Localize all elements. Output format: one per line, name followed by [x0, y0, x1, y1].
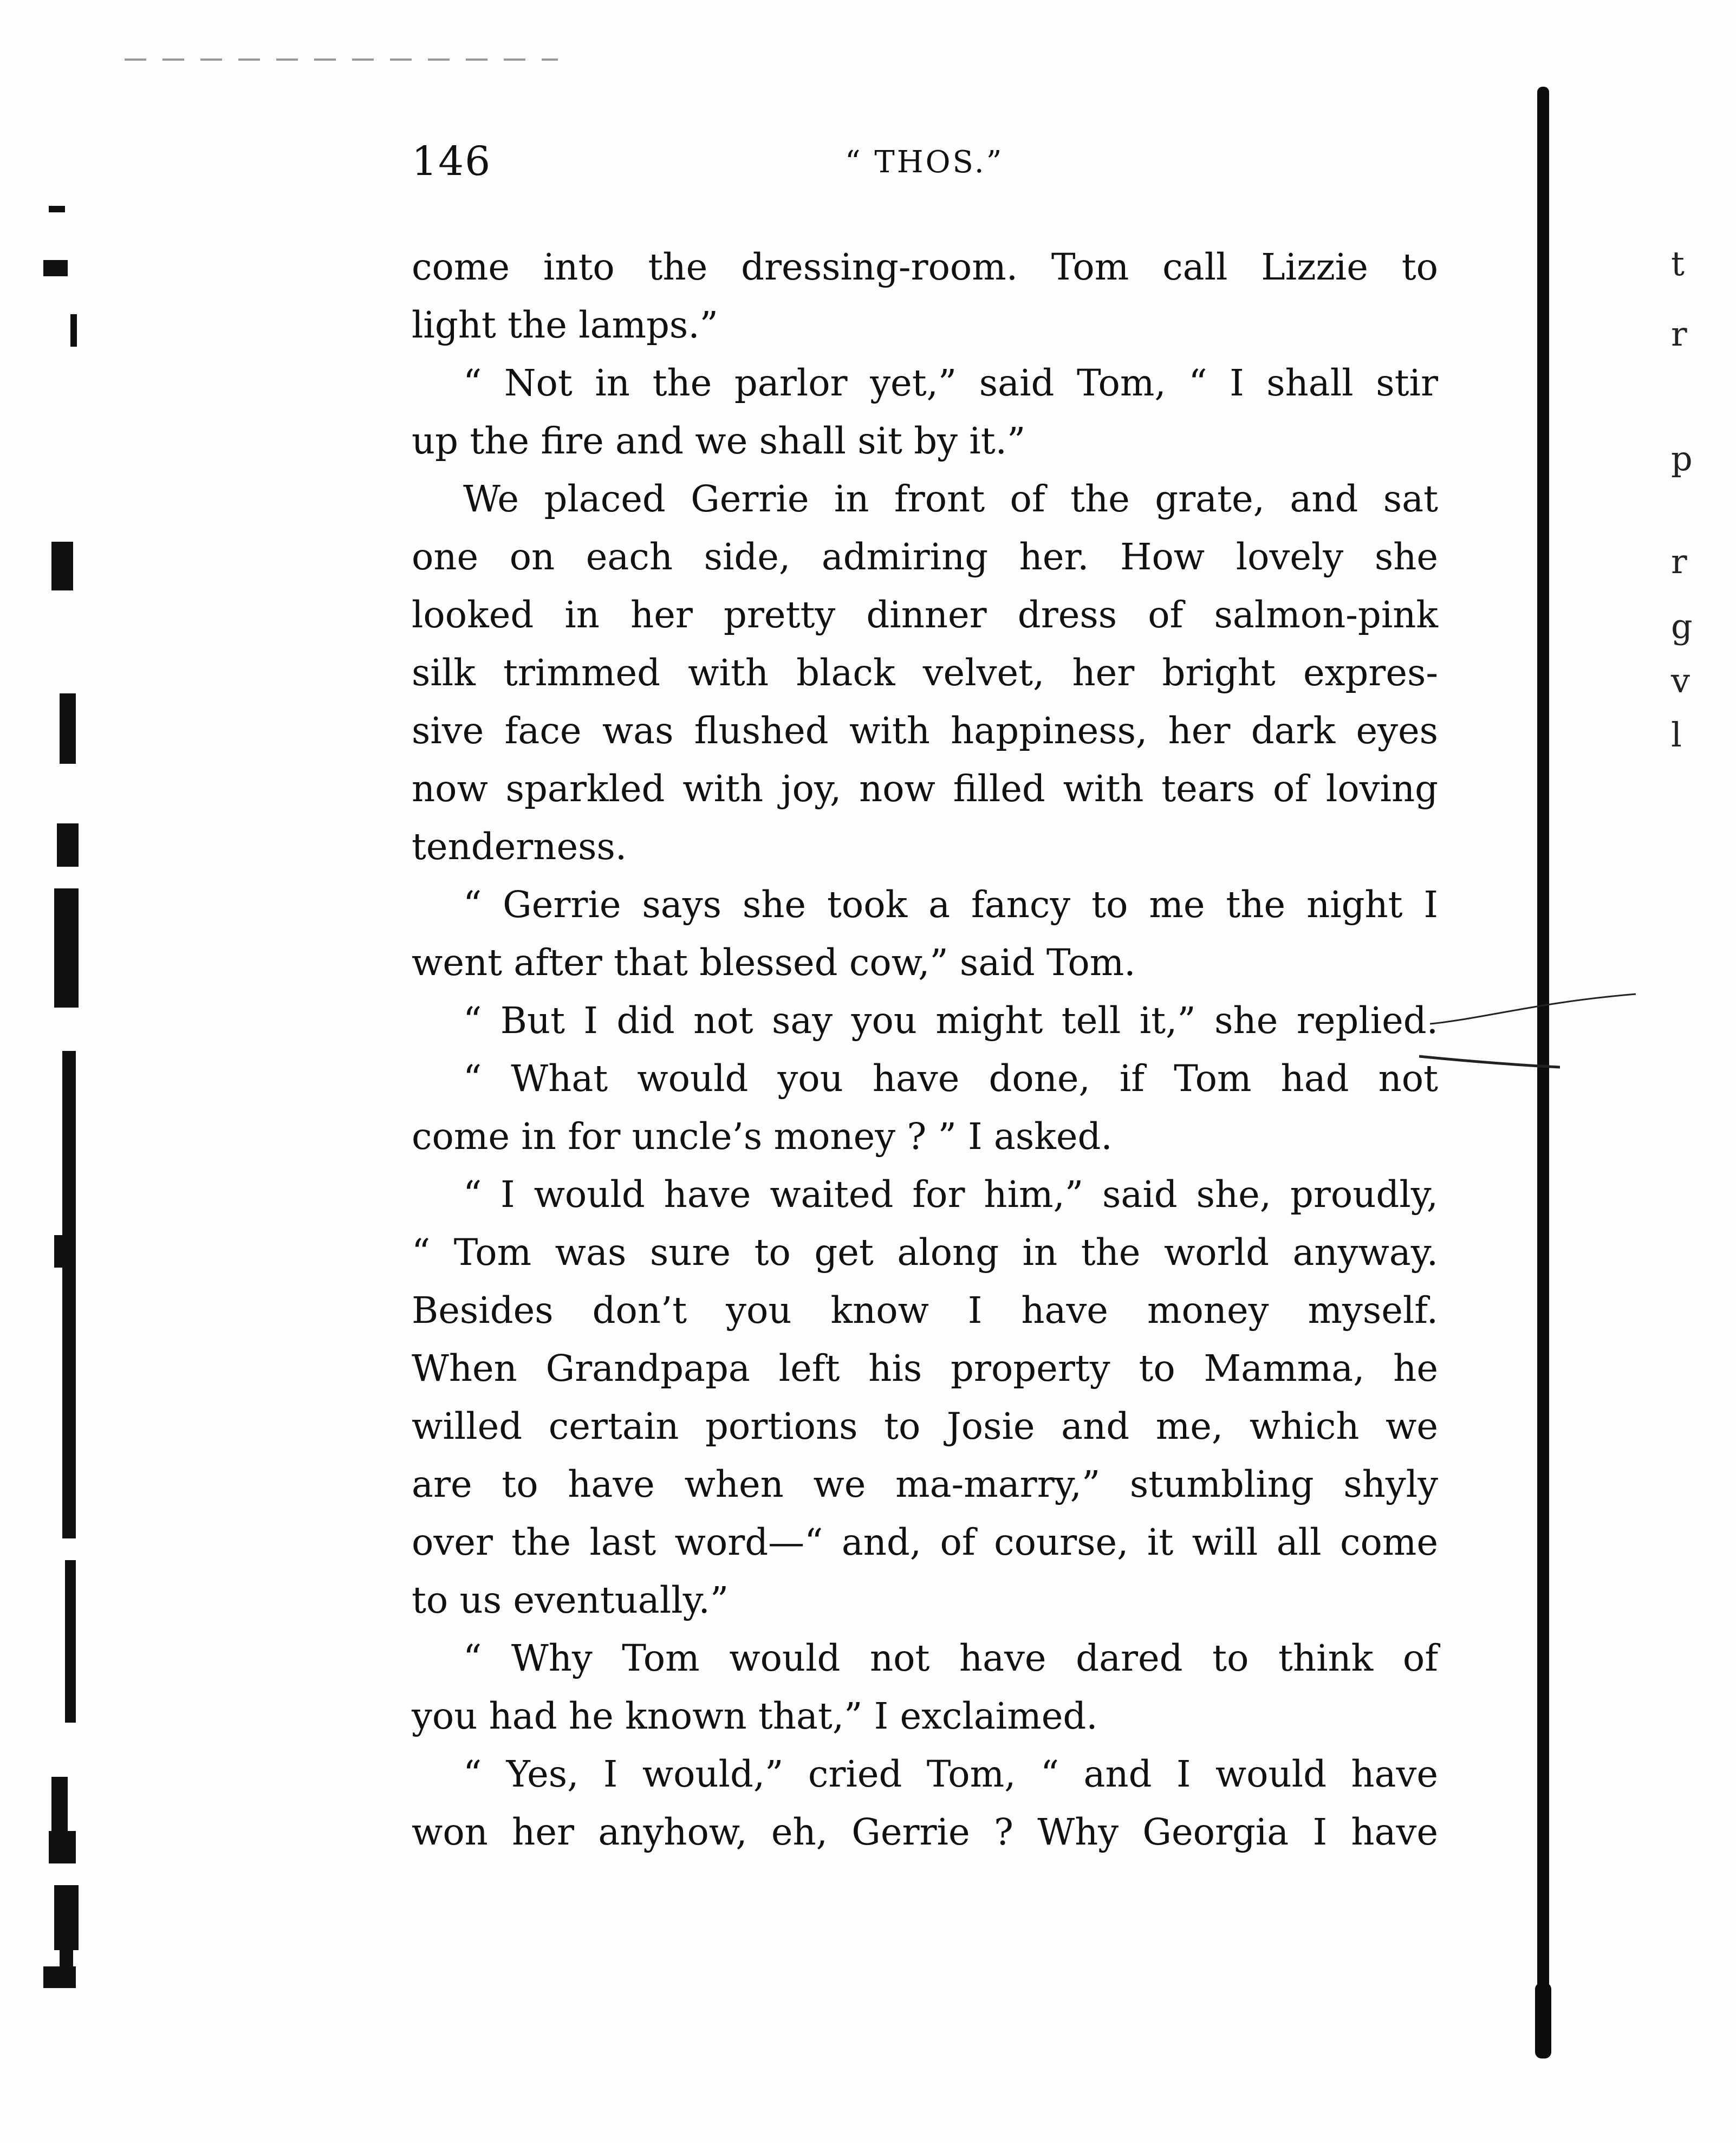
bleed-through-letter: r [1671, 314, 1687, 354]
text-line: you had he known that,” I exclaimed. [412, 1695, 1098, 1737]
binding-noise [49, 1831, 76, 1863]
binding-noise [65, 1560, 76, 1723]
binding-noise [62, 1051, 76, 1538]
text-line: come in for uncle’s money ? ” I asked. [412, 1115, 1113, 1158]
bleed-through-letter: g [1671, 607, 1693, 646]
text-line: “ Gerrie says she took a fancy to me the night I [463, 884, 1438, 926]
text-line: “ But I did not say you might tell it,” she replied. [463, 999, 1438, 1042]
text-line: “ Why Tom would not have dared to think of [463, 1637, 1438, 1679]
binding-noise [54, 1235, 76, 1268]
bleed-through-letter: t [1671, 244, 1685, 283]
text-line: come into the dressing-room. Tom call Lizzie to [412, 246, 1438, 288]
stray-hairline-mark [1419, 991, 1647, 1078]
running-head [412, 138, 1441, 198]
text-line: When Grandpapa left his property to Mamma, he [412, 1347, 1438, 1389]
bleed-through-letter: r [1671, 542, 1687, 581]
binding-noise [49, 206, 65, 212]
bleed-through-letter: p [1671, 439, 1693, 478]
text-line: tenderness. [412, 826, 627, 868]
text-line: now sparkled with joy, now filled with tears of loving [412, 768, 1438, 810]
text-line: went after that blessed cow,” said Tom. [412, 941, 1136, 984]
text-line: up the fire and we shall sit by it.” [412, 420, 1026, 462]
binding-noise [51, 542, 73, 590]
text-line: “ Yes, I would,” cried Tom, “ and I would have [463, 1753, 1438, 1795]
binding-noise [43, 260, 68, 276]
binding-noise [57, 823, 79, 867]
page-number: 146 [412, 138, 492, 185]
binding-noise [43, 1966, 76, 1988]
text-line: sive face was flushed with happiness, her dark eyes [412, 710, 1438, 752]
text-line: one on each side, admiring her. How lovely she [412, 536, 1438, 578]
text-line: “ I would have waited for him,” said she, proudly, [463, 1173, 1438, 1216]
bleed-through-letter: v [1671, 661, 1691, 700]
text-line: light the lamps.” [412, 304, 718, 346]
bleed-through-letter: l [1671, 715, 1682, 755]
running-title: “ THOS.” [845, 145, 1004, 180]
binding-noise [60, 693, 76, 764]
text-line: looked in her pretty dinner dress of salmon-pink [412, 594, 1438, 636]
binding-shadow-strip [38, 206, 97, 1993]
text-line: We placed Gerrie in front of the grate, and sat [463, 478, 1438, 520]
body-text [412, 238, 1438, 1861]
text-line: silk trimmed with black velvet, her bright expres- [412, 652, 1438, 694]
text-line: are to have when we ma-marry,” stumbling shyly [412, 1463, 1438, 1505]
text-line: “ Tom was sure to get along in the world anyway. [412, 1231, 1438, 1274]
binding-noise [54, 888, 79, 1008]
text-line: “ Not in the parlor yet,” said Tom, “ I shall stir [463, 362, 1438, 404]
top-edge-rule [125, 59, 558, 61]
text-line: won her anyhow, eh, Gerrie ? Why Georgia I have [412, 1811, 1438, 1853]
text-line: “ What would you have done, if Tom had not [463, 1057, 1438, 1100]
text-line: willed certain portions to Josie and me, which we [412, 1405, 1438, 1447]
binding-noise [70, 314, 77, 347]
text-line: to us eventually.” [412, 1579, 729, 1621]
text-line: over the last word—“ and, of course, it will all come [412, 1521, 1438, 1563]
text-line: Besides don’t you know I have money myself. [412, 1289, 1438, 1332]
